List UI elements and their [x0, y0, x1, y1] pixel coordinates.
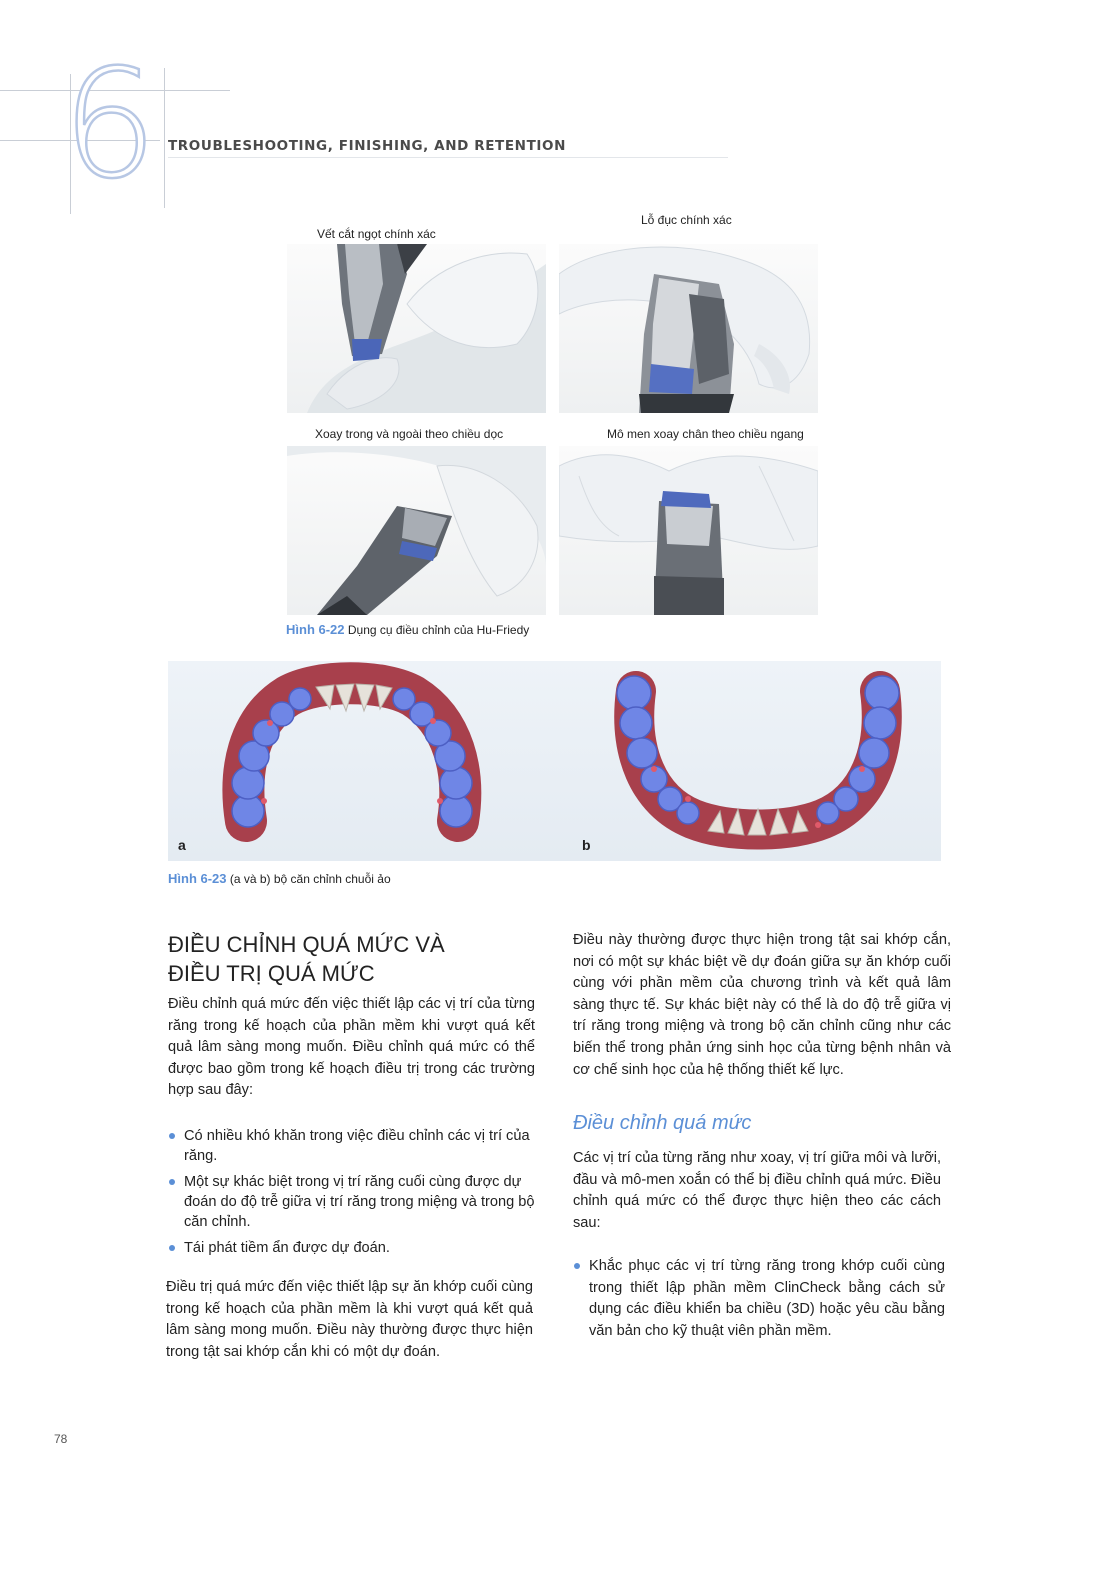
- figure-label-a: a: [178, 837, 186, 853]
- chapter-title: TROUBLESHOOTING, FINISHING, AND RETENTION: [168, 138, 566, 154]
- figure-label-b: b: [582, 837, 591, 853]
- right-body-paragraph: Các vị trí của từng răng như xoay, vị trí giữa môi và lưỡi, đầu và mô-men xoắn có thể bị điều chỉnh quá mức. Điều chỉnh quá mức có thể được thực hiện theo các cách sau:: [573, 1150, 941, 1231]
- chapter-number: 6: [62, 38, 158, 212]
- section-heading: [168, 930, 548, 988]
- figure-6-22-text: Dụng cụ điều chỉnh của Hu-Friedy: [344, 623, 530, 637]
- list-item: [168, 1238, 535, 1258]
- bullet-icon: [574, 1263, 580, 1269]
- bullet-text: Tái phát tiềm ẩn được dự đoán.: [184, 1240, 390, 1256]
- header-rule-title: [168, 157, 728, 158]
- bullet-text: Một sự khác biệt trong vị trí răng cuối cùng được dự đoán do độ trễ giữa vị trí răng trong miệng và trong bộ căn chỉnh.: [184, 1174, 535, 1230]
- attachments-arch-a: [261, 718, 443, 804]
- left-closing-paragraph: Điều trị quá mức đến việc thiết lập sự ăn khớp cuối cùng trong kế hoạch của phần mềm là khi vượt quá kết quả lâm sàng mong muốn. Điều này thường được thực hiện trong tật sai khớp cắn khi có một dự đoán.: [166, 1279, 533, 1360]
- section-heading-line-2: ĐIỀU TRỊ QUÁ MỨC: [168, 961, 375, 986]
- panel-label-4: Mô men xoay chân theo chiều ngang: [607, 427, 804, 441]
- figure-6-23-text: (a và b) bộ căn chỉnh chuỗi ảo: [226, 872, 391, 886]
- instrument-image-3: [287, 446, 546, 615]
- right-intro-paragraph: Điều này thường được thực hiện trong tật sai khớp cắn, nơi có một sự khác biệt về dự đoán giữa sự ăn khớp cuối cùng với phần mềm của chương trình và kết quả lâm sàng thực tế. Sự khác biệt này có thể là do độ trễ giữa vị trí răng trong miệng và trong bộ căn chỉnh cũng như các biến thể trong phản ứng sinh học của từng bệnh nhân và cơ chế sinh học của hệ thống thiết kế lực.: [573, 932, 951, 1078]
- figure-6-23-caption: [168, 871, 391, 886]
- bullet-text: Có nhiều khó khăn trong việc điều chỉnh các vị trí của răng.: [184, 1128, 530, 1164]
- virtual-aligner-figure: [168, 661, 941, 861]
- instrument-image-4: [559, 446, 818, 615]
- figure-6-22-number: Hình 6-22: [286, 622, 345, 637]
- teeth-arch-b: [617, 676, 899, 824]
- right-bullet-list: [573, 1256, 945, 1348]
- bullet-text: Khắc phục các vị trí từng răng trong khớp cuối cùng trong thiết lập phần mềm ClinCheck bằng cách sử dụng các điều khiển ba chiều (3D) hoặc yêu cầu bằng văn bản cho kỹ thuật viên phần mềm.: [589, 1258, 945, 1339]
- subheading-overcorrection: Điều chỉnh quá mức: [573, 1112, 752, 1134]
- list-item: [168, 1172, 535, 1232]
- list-item: [168, 1126, 535, 1166]
- bullet-icon: [169, 1245, 175, 1251]
- figure-6-22-caption: [286, 622, 529, 637]
- section-heading-line-1: ĐIỀU CHỈNH QUÁ MỨC VÀ: [168, 932, 445, 957]
- bullet-icon: [169, 1179, 175, 1185]
- panel-label-3: Xoay trong và ngoài theo chiều dọc: [315, 427, 504, 441]
- list-item: [573, 1256, 945, 1342]
- page-number: 78: [54, 1432, 68, 1446]
- dental-arch-illustration: [168, 661, 941, 861]
- instrument-image-1: [287, 244, 546, 413]
- instrument-image-2: [559, 244, 818, 413]
- left-intro-paragraph: Điều chỉnh quá mức đến việc thiết lập các vị trí của từng răng trong kế hoạch của phần mềm khi vượt quá kết quả lâm sàng mong muốn. Điều chỉnh quá mức có thể được bao gồm trong kế hoạch điều trị trong các trường hợp sau đây:: [168, 996, 535, 1099]
- left-bullet-list: [168, 1126, 535, 1264]
- panel-label-2: Lỗ đục chính xác: [641, 213, 732, 227]
- panel-label-1: Vết cắt ngọt chính xác: [317, 227, 436, 241]
- bullet-icon: [169, 1133, 175, 1139]
- figure-6-23-number: Hình 6-23: [168, 871, 227, 886]
